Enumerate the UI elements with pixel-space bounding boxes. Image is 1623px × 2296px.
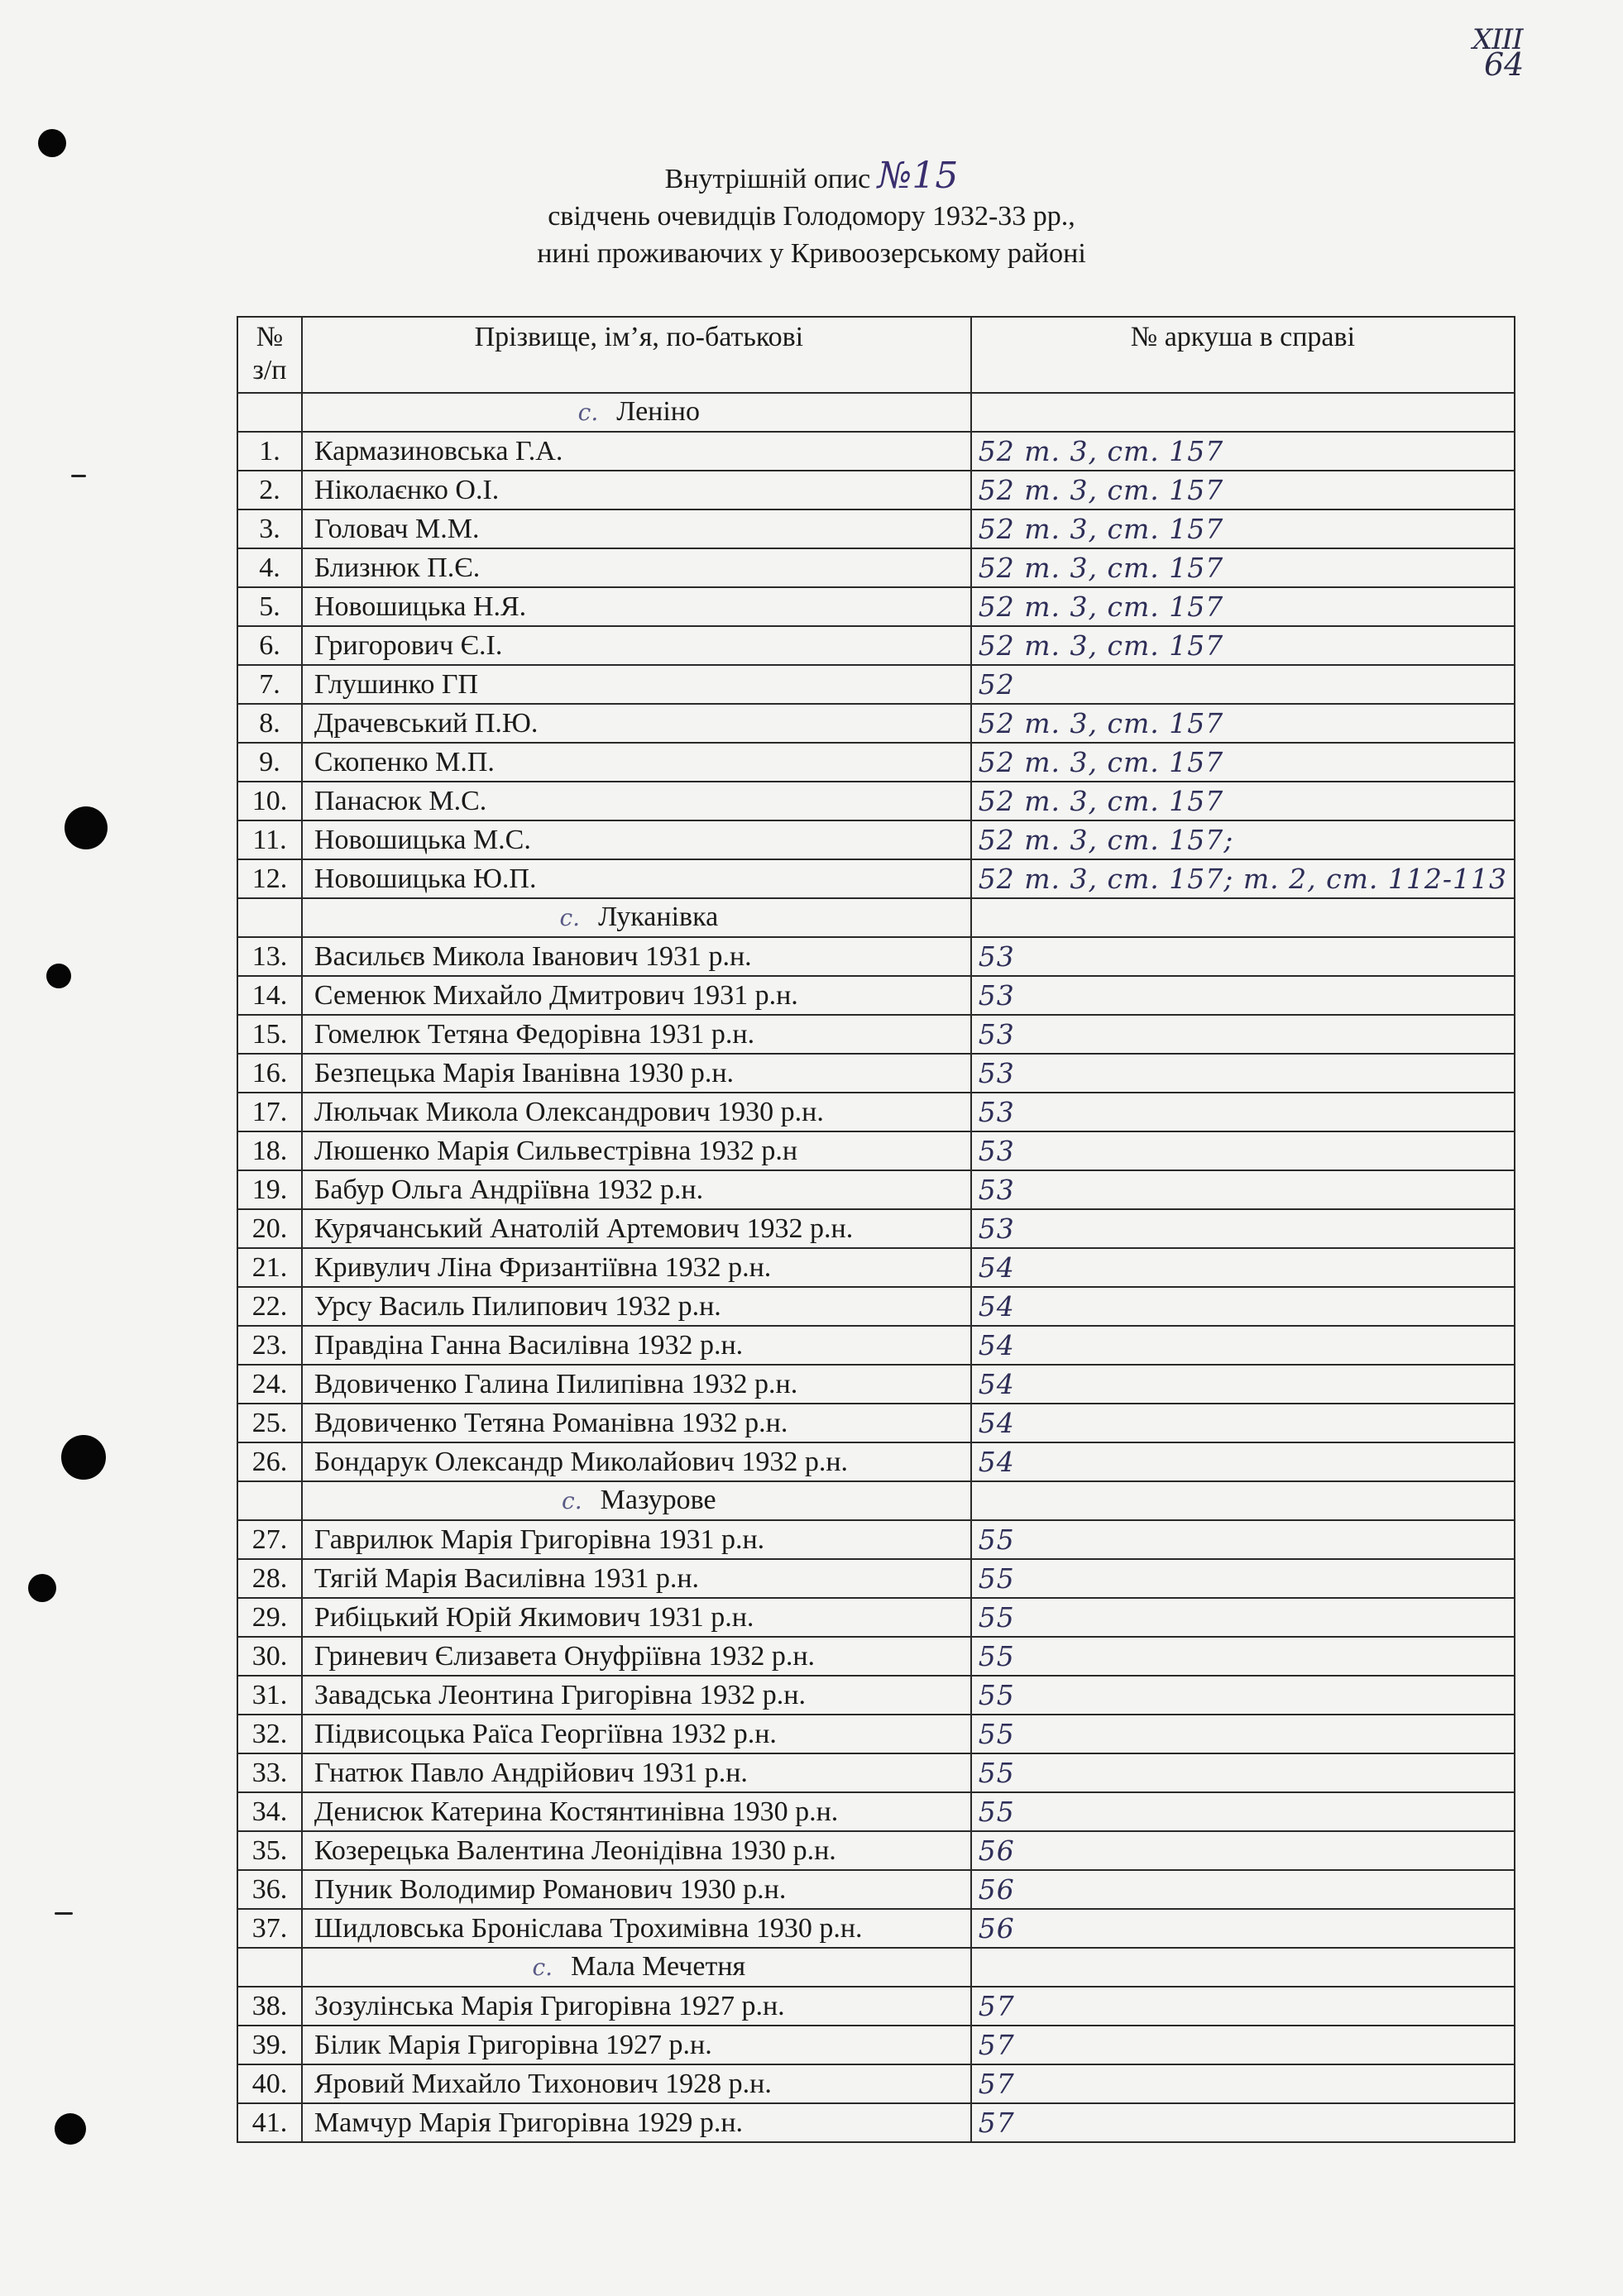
table-row <box>237 432 1515 471</box>
person-name: Головач М.М. <box>302 509 971 548</box>
sheet-reference: 53 <box>971 1131 1515 1170</box>
column-header-sheet: № аркуша в справі <box>971 317 1515 393</box>
table-row <box>237 1753 1515 1792</box>
table-row <box>237 548 1515 587</box>
sheet-reference: 55 <box>971 1753 1515 1792</box>
row-number: 8. <box>237 704 302 743</box>
person-name: Новошицька Н.Я. <box>302 587 971 626</box>
margin-mark <box>55 1912 73 1915</box>
village-name-cell <box>302 393 971 432</box>
table-row <box>237 1404 1515 1442</box>
table-row <box>237 743 1515 782</box>
archive-volume-number: XIII <box>1472 23 1523 56</box>
person-name: Кармазиновська Г.А. <box>302 432 971 471</box>
row-number: 36. <box>237 1870 302 1909</box>
village-row-empty-cell <box>971 1481 1515 1520</box>
sheet-reference: 53 <box>971 1170 1515 1209</box>
row-number: 34. <box>237 1792 302 1831</box>
table-row <box>237 1870 1515 1909</box>
sheet-reference: 53 <box>971 937 1515 976</box>
table-row <box>237 2103 1515 2142</box>
row-number: 2. <box>237 471 302 509</box>
column-header-number <box>237 317 302 393</box>
person-name: Білик Марія Григорівна 1927 р.н. <box>302 2026 971 2064</box>
sheet-reference: 57 <box>971 2103 1515 2142</box>
table-row <box>237 2064 1515 2103</box>
row-number: 37. <box>237 1909 302 1948</box>
row-number: 27. <box>237 1520 302 1559</box>
row-number: 38. <box>237 1987 302 2026</box>
table-row <box>237 665 1515 704</box>
sheet-reference: 52 т. 3, ст. 157 <box>971 782 1515 820</box>
sheet-reference: 54 <box>971 1365 1515 1404</box>
margin-mark <box>71 475 86 477</box>
row-number: 5. <box>237 587 302 626</box>
title-line <box>0 157 1623 198</box>
sheet-reference: 55 <box>971 1559 1515 1598</box>
archive-folio-number: 64 <box>1484 46 1525 83</box>
sheet-reference: 52 т. 3, ст. 157 <box>971 471 1515 509</box>
row-number: 29. <box>237 1598 302 1637</box>
table-row <box>237 2026 1515 2064</box>
person-name: Панасюк М.С. <box>302 782 971 820</box>
village-name: Мала Мечетня <box>571 1951 746 1982</box>
table-row <box>237 1831 1515 1870</box>
village-row <box>237 393 1515 432</box>
row-number: 30. <box>237 1637 302 1676</box>
person-name: Бондарук Олександр Миколайович 1932 р.н. <box>302 1442 971 1481</box>
person-name: Яровий Михайло Тихонович 1928 р.н. <box>302 2064 971 2103</box>
person-name: Пуник Володимир Романович 1930 р.н. <box>302 1870 971 1909</box>
row-number: 19. <box>237 1170 302 1209</box>
row-number: 7. <box>237 665 302 704</box>
row-number: 41. <box>237 2103 302 2142</box>
row-number: 16. <box>237 1054 302 1093</box>
row-number: 3. <box>237 509 302 548</box>
person-name: Денисюк Катерина Костянтинівна 1930 р.н. <box>302 1792 971 1831</box>
person-name: Люльчак Микола Олександрович 1930 р.н. <box>302 1093 971 1131</box>
person-name: Васильєв Микола Іванович 1931 р.н. <box>302 937 971 976</box>
sheet-reference: 52 т. 3, ст. 157 <box>971 548 1515 587</box>
row-number: 10. <box>237 782 302 820</box>
sheet-reference: 53 <box>971 1093 1515 1131</box>
table-row <box>237 1637 1515 1676</box>
table-row <box>237 1248 1515 1287</box>
row-number: 18. <box>237 1131 302 1170</box>
row-number: 25. <box>237 1404 302 1442</box>
village-name: Мазурове <box>600 1485 716 1515</box>
village-name: Луканівка <box>598 902 719 932</box>
sheet-reference: 55 <box>971 1520 1515 1559</box>
village-prefix: с. <box>559 904 581 931</box>
person-name: Урсу Василь Пилипович 1932 р.н. <box>302 1287 971 1326</box>
row-number: 32. <box>237 1715 302 1753</box>
sheet-reference: 57 <box>971 1987 1515 2026</box>
person-name: Завадська Леонтина Григорівна 1932 р.н. <box>302 1676 971 1715</box>
person-name: Близнюк П.Є. <box>302 548 971 587</box>
village-name-cell <box>302 898 971 937</box>
person-name: Рибіцький Юрій Якимович 1931 р.н. <box>302 1598 971 1637</box>
table-body <box>237 393 1515 2142</box>
punch-hole <box>65 806 108 849</box>
table-row <box>237 1987 1515 2026</box>
subtitle-line-2: нині проживаючих у Кривоозерському районі <box>537 238 1086 269</box>
person-name: Новошицька М.С. <box>302 820 971 859</box>
village-row-empty-cell <box>237 393 302 432</box>
sheet-reference: 52 т. 3, ст. 157 <box>971 626 1515 665</box>
table-row <box>237 1520 1515 1559</box>
inventory-table <box>237 316 1515 2143</box>
table-row <box>237 1054 1515 1093</box>
row-number: 26. <box>237 1442 302 1481</box>
document-header <box>0 157 1623 272</box>
row-number: 24. <box>237 1365 302 1404</box>
village-row <box>237 898 1515 937</box>
village-row-empty-cell <box>237 898 302 937</box>
table-row <box>237 587 1515 626</box>
sheet-reference: 56 <box>971 1870 1515 1909</box>
sheet-reference: 52 т. 3, ст. 157 <box>971 432 1515 471</box>
table-row <box>237 1326 1515 1365</box>
person-name: Семенюк Михайло Дмитрович 1931 р.н. <box>302 976 971 1015</box>
table-header-row <box>237 317 1515 393</box>
column-header-name: Прізвище, ім’я, по-батькові <box>302 317 971 393</box>
person-name: Правдіна Ганна Василівна 1932 р.н. <box>302 1326 971 1365</box>
sheet-reference: 52 т. 3, ст. 157 <box>971 743 1515 782</box>
sheet-reference: 53 <box>971 976 1515 1015</box>
person-name: Гриневич Єлизавета Онуфріївна 1932 р.н. <box>302 1637 971 1676</box>
table-row <box>237 1442 1515 1481</box>
village-name-cell <box>302 1481 971 1520</box>
table-row <box>237 1909 1515 1948</box>
sheet-reference: 57 <box>971 2064 1515 2103</box>
row-number: 22. <box>237 1287 302 1326</box>
person-name: Скопенко М.П. <box>302 743 971 782</box>
sheet-reference: 55 <box>971 1637 1515 1676</box>
person-name: Бабур Ольга Андріївна 1932 р.н. <box>302 1170 971 1209</box>
row-number: 4. <box>237 548 302 587</box>
table-row <box>237 1559 1515 1598</box>
person-name: Безпецька Марія Іванівна 1930 р.н. <box>302 1054 971 1093</box>
person-name: Кривулич Ліна Фризантіївна 1932 р.н. <box>302 1248 971 1287</box>
document-title: Внутрішній опис <box>664 164 871 194</box>
person-name: Григорович Є.І. <box>302 626 971 665</box>
table-row <box>237 509 1515 548</box>
sheet-reference: 54 <box>971 1287 1515 1326</box>
row-number: 12. <box>237 859 302 898</box>
column-header-number-line-2: з/п <box>252 355 287 385</box>
village-row-empty-cell <box>971 393 1515 432</box>
village-row <box>237 1481 1515 1520</box>
sheet-reference: 56 <box>971 1831 1515 1870</box>
sheet-reference: 52 т. 3, ст. 157 <box>971 704 1515 743</box>
punch-hole <box>38 129 66 157</box>
table-row <box>237 782 1515 820</box>
row-number: 17. <box>237 1093 302 1131</box>
table-row <box>237 1287 1515 1326</box>
punch-hole <box>55 2113 86 2145</box>
table-row <box>237 1131 1515 1170</box>
punch-hole <box>46 964 71 988</box>
table-row <box>237 937 1515 976</box>
row-number: 1. <box>237 432 302 471</box>
village-row <box>237 1948 1515 1987</box>
table-row <box>237 1715 1515 1753</box>
row-number: 6. <box>237 626 302 665</box>
punch-hole <box>61 1435 106 1480</box>
sheet-reference: 55 <box>971 1792 1515 1831</box>
sheet-reference: 54 <box>971 1326 1515 1365</box>
row-number: 23. <box>237 1326 302 1365</box>
person-name: Гомелюк Тетяна Федорівна 1931 р.н. <box>302 1015 971 1054</box>
sheet-reference: 55 <box>971 1715 1515 1753</box>
person-name: Козерецька Валентина Леонідівна 1930 р.н. <box>302 1831 971 1870</box>
table-row <box>237 1015 1515 1054</box>
person-name: Люшенко Марія Сильвестрівна 1932 р.н <box>302 1131 971 1170</box>
village-name: Леніно <box>616 396 701 427</box>
row-number: 28. <box>237 1559 302 1598</box>
archive-folio-note <box>1472 23 1524 83</box>
row-number: 21. <box>237 1248 302 1287</box>
person-name: Курячанський Анатолій Артемович 1932 р.н. <box>302 1209 971 1248</box>
person-name: Тягій Марія Василівна 1931 р.н. <box>302 1559 971 1598</box>
sheet-reference: 53 <box>971 1209 1515 1248</box>
table-row <box>237 1598 1515 1637</box>
table-row <box>237 1792 1515 1831</box>
village-prefix: с. <box>577 399 599 426</box>
table-row <box>237 1093 1515 1131</box>
subtitle-line-1: свідчень очевидців Голодомору 1932-33 рр., <box>548 201 1075 232</box>
person-name: Вдовиченко Галина Пилипівна 1932 р.н. <box>302 1365 971 1404</box>
row-number: 33. <box>237 1753 302 1792</box>
sheet-reference: 57 <box>971 2026 1515 2064</box>
table-row <box>237 1209 1515 1248</box>
table-row <box>237 704 1515 743</box>
row-number: 39. <box>237 2026 302 2064</box>
person-name: Ніколаєнко О.І. <box>302 471 971 509</box>
row-number: 9. <box>237 743 302 782</box>
person-name: Шидловська Броніслава Трохимівна 1930 р.н. <box>302 1909 971 1948</box>
village-row-empty-cell <box>971 898 1515 937</box>
person-name: Мамчур Марія Григорівна 1929 р.н. <box>302 2103 971 2142</box>
sheet-reference: 55 <box>971 1598 1515 1637</box>
handwritten-inventory-number: №15 <box>877 155 959 197</box>
village-row-empty-cell <box>971 1948 1515 1987</box>
sheet-reference: 52 <box>971 665 1515 704</box>
row-number: 40. <box>237 2064 302 2103</box>
person-name: Вдовиченко Тетяна Романівна 1932 р.н. <box>302 1404 971 1442</box>
sheet-reference: 54 <box>971 1248 1515 1287</box>
table-row <box>237 471 1515 509</box>
column-header-number-line-1: № <box>256 322 284 352</box>
punch-hole <box>28 1574 56 1602</box>
person-name: Драчевський П.Ю. <box>302 704 971 743</box>
village-prefix: с. <box>562 1487 582 1514</box>
person-name: Глушинко ГП <box>302 665 971 704</box>
village-prefix: с. <box>532 1954 553 1981</box>
row-number: 11. <box>237 820 302 859</box>
sheet-reference: 55 <box>971 1676 1515 1715</box>
sheet-reference: 54 <box>971 1442 1515 1481</box>
sheet-reference: 52 т. 3, ст. 157 <box>971 587 1515 626</box>
person-name: Гаврилюк Марія Григорівна 1931 р.н. <box>302 1520 971 1559</box>
person-name: Новошицька Ю.П. <box>302 859 971 898</box>
table-row <box>237 820 1515 859</box>
table-row <box>237 1676 1515 1715</box>
village-row-empty-cell <box>237 1481 302 1520</box>
person-name: Гнатюк Павло Андрійович 1931 р.н. <box>302 1753 971 1792</box>
table-row <box>237 1365 1515 1404</box>
table-row <box>237 859 1515 898</box>
table-row <box>237 1170 1515 1209</box>
row-number: 15. <box>237 1015 302 1054</box>
sheet-reference: 52 т. 3, ст. 157; <box>971 820 1515 859</box>
row-number: 13. <box>237 937 302 976</box>
sheet-reference: 56 <box>971 1909 1515 1948</box>
row-number: 31. <box>237 1676 302 1715</box>
person-name: Зозулінська Марія Григорівна 1927 р.н. <box>302 1987 971 2026</box>
sheet-reference: 52 т. 3, ст. 157; т. 2, ст. 112-113 <box>971 859 1515 898</box>
sheet-reference: 52 т. 3, ст. 157 <box>971 509 1515 548</box>
row-number: 14. <box>237 976 302 1015</box>
village-name-cell <box>302 1948 971 1987</box>
village-row-empty-cell <box>237 1948 302 1987</box>
sheet-reference: 53 <box>971 1015 1515 1054</box>
row-number: 20. <box>237 1209 302 1248</box>
sheet-reference: 54 <box>971 1404 1515 1442</box>
table-row <box>237 976 1515 1015</box>
person-name: Підвисоцька Раїса Георгіївна 1932 р.н. <box>302 1715 971 1753</box>
table-row <box>237 626 1515 665</box>
sheet-reference: 53 <box>971 1054 1515 1093</box>
row-number: 35. <box>237 1831 302 1870</box>
